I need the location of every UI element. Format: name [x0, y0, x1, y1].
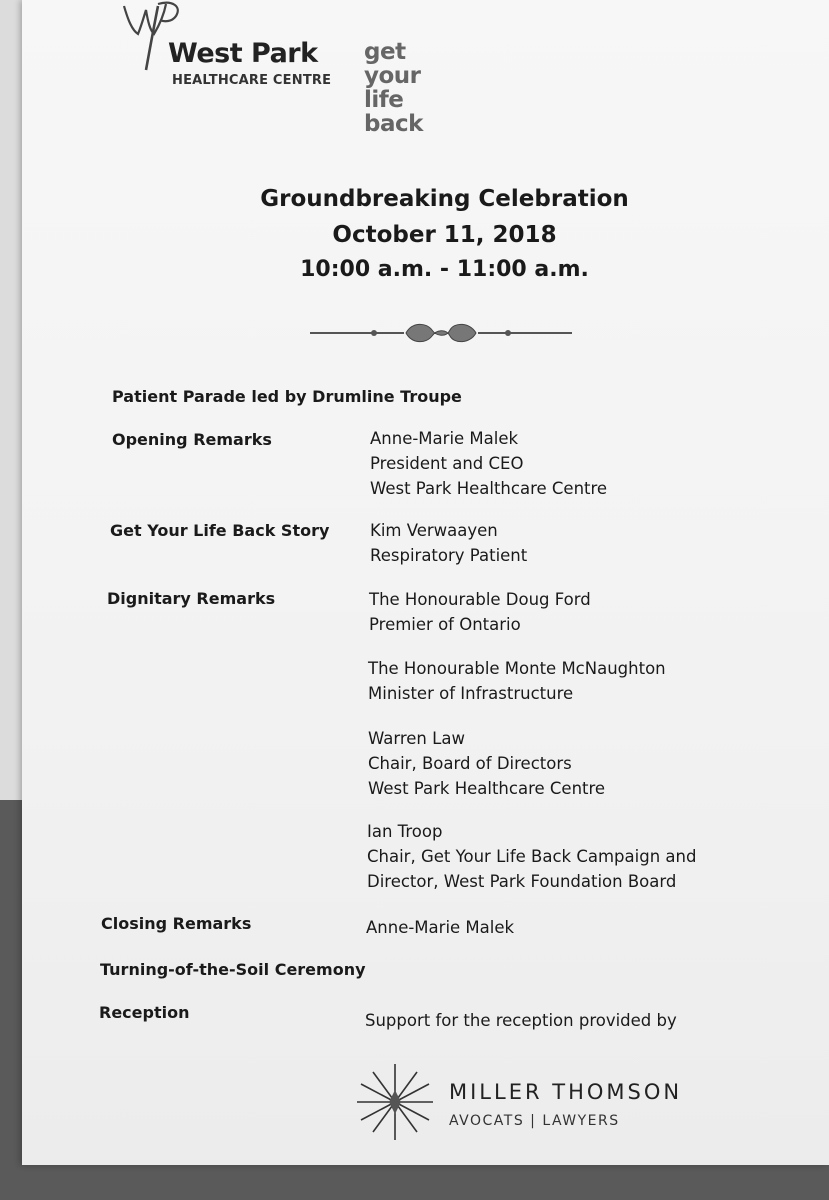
event-title: Groundbreaking Celebration [260, 186, 629, 212]
tagline-word: life [364, 87, 404, 113]
detail-line: Support for the reception provided by [365, 1011, 677, 1030]
tagline-word: back [364, 111, 423, 137]
program-item-label: Reception [99, 1003, 190, 1022]
program-item-details [367, 819, 696, 894]
event-time: 10:00 a.m. - 11:00 a.m. [300, 257, 589, 282]
tagline-word: your [364, 63, 421, 89]
event-date: October 11, 2018 [332, 222, 557, 248]
program-item-details [365, 1008, 677, 1033]
program-item-details [366, 915, 514, 940]
program-item-details [369, 587, 591, 637]
sponsor-subtitle: AVOCATS | LAWYERS [449, 1113, 620, 1129]
program-item-details [370, 518, 527, 568]
program-item-label: Dignitary Remarks [107, 589, 276, 608]
program-item-label: Turning-of-the-Soil Ceremony [100, 960, 366, 979]
detail-line: The Honourable Monte McNaughton [368, 659, 666, 678]
detail-line: Anne-Marie Malek [370, 429, 519, 448]
detail-line: Minister of Infrastructure [368, 684, 574, 703]
ornament-divider [308, 318, 574, 348]
detail-line: President and CEO [370, 454, 524, 473]
program-item-details [368, 726, 605, 801]
program-item-label: Opening Remarks [112, 430, 272, 449]
detail-line: Chair, Get Your Life Back Campaign and [367, 847, 697, 866]
detail-line: Anne-Marie Malek [366, 918, 515, 937]
detail-line: Warren Law [368, 729, 465, 748]
detail-line: Premier of Ontario [369, 615, 521, 634]
program-item-details [370, 426, 607, 501]
program-item-label: Patient Parade led by Drumline Troupe [112, 387, 462, 406]
program-item-details [368, 656, 666, 706]
detail-line: The Honourable Doug Ford [369, 590, 591, 609]
program-sheet [22, 0, 829, 1165]
tagline-word: get [364, 39, 406, 65]
miller-thomson-star-logo [355, 1062, 435, 1142]
program-item-label: Get Your Life Back Story [110, 521, 330, 540]
detail-line: Respiratory Patient [370, 546, 528, 565]
detail-line: Ian Troop [367, 822, 443, 841]
detail-line: West Park Healthcare Centre [370, 479, 608, 498]
detail-line: Director, West Park Foundation Board [367, 872, 677, 891]
logo-subname: HEALTHCARE CENTRE [172, 73, 332, 88]
detail-line: Chair, Board of Directors [368, 754, 572, 773]
program-item-label: Closing Remarks [101, 914, 252, 933]
logo-tagline [364, 40, 423, 136]
detail-line: Kim Verwaayen [370, 521, 498, 540]
logo-name: West Park [168, 38, 318, 69]
detail-line: West Park Healthcare Centre [368, 779, 606, 798]
sponsor-name: MILLER THOMSON [449, 1080, 683, 1104]
